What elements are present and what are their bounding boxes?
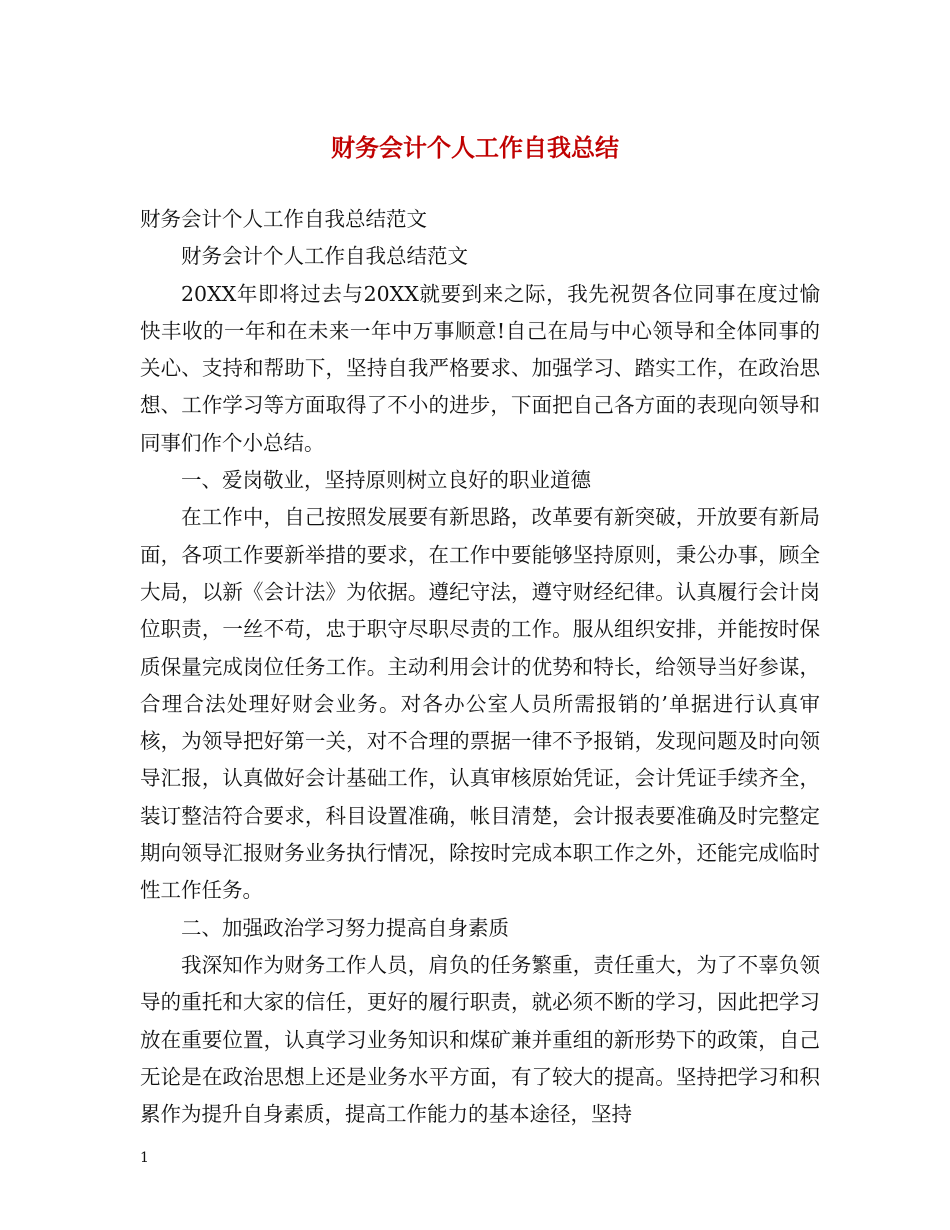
section-heading-1: 一、爱岗敬业，坚持原则树立良好的职业道德 — [181, 468, 591, 493]
paragraph-heading: 财务会计个人工作自我总结范文 — [181, 244, 468, 269]
section-heading-2: 二、加强政治学习努力提高自身素质 — [181, 915, 509, 940]
paragraph-section-2: 我深知作为财务工作人员，肩负的任务繁重，责任重大，为了不辜负领导的重托和大家的信任，更好的履行职责，就必须不断的学习，因此把学习放在重要位置，认真学习业务知识和煤矿兼并重组的新形势下的政策，自己无论是在政治思想上还是业务水平方面，有了较大的提高。坚持把学习和积累作为提升自身素质，提高工作能力的基本途径，坚持 — [140, 952, 820, 1127]
paragraph-subtitle: 财务会计个人工作自我总结范文 — [140, 207, 427, 231]
paragraph-intro: 20XX年即将过去与20XX就要到来之际，我先祝贺各位同事在度过愉快丰收的一年和在未来一年中万事顺意!自己在局与中心领导和全体同事的关心、支持和帮助下，坚持自我严格要求、加强学习、踏实工作，在政治思想、工作学习等方面取得了不小的进步，下面把自己各方面的表现向领导和同事们作个小总结。 — [140, 281, 820, 455]
paragraph-section-1: 在工作中，自己按照发展要有新思路，改革要有新突破，开放要有新局面，各项工作要新举措的要求，在工作中要能够坚持原则，秉公办事，顾全大局，以新《会计法》为依据。遵纪守法，遵守财经纪律。认真履行会计岗位职责，一丝不苟，忠于职守尽职尽责的工作。服从组织安排，并能按时保质保量完成岗位任务工作。主动利用会计的优势和特长，给领导当好参谋，合理合法处理好财会业务。对各办公室人员所需报销的’单据进行认真审核，为领导把好第一关，对不合理的票据一律不予报销，发现问题及时向领导汇报，认真做好会计基础工作，认真审核原始凭证，会计凭证手续齐全，装订整洁符合要求，科目设置准确，帐目清楚，会计报表要准确及时完整定期向领导汇报财务业务执行情况，除按时完成本职工作之外，还能完成临时性工作任务。 — [140, 505, 820, 903]
document-body — [140, 201, 820, 1133]
document-title: 财务会计个人工作自我总结 — [331, 133, 619, 162]
page-number: 1 — [140, 1150, 149, 1166]
